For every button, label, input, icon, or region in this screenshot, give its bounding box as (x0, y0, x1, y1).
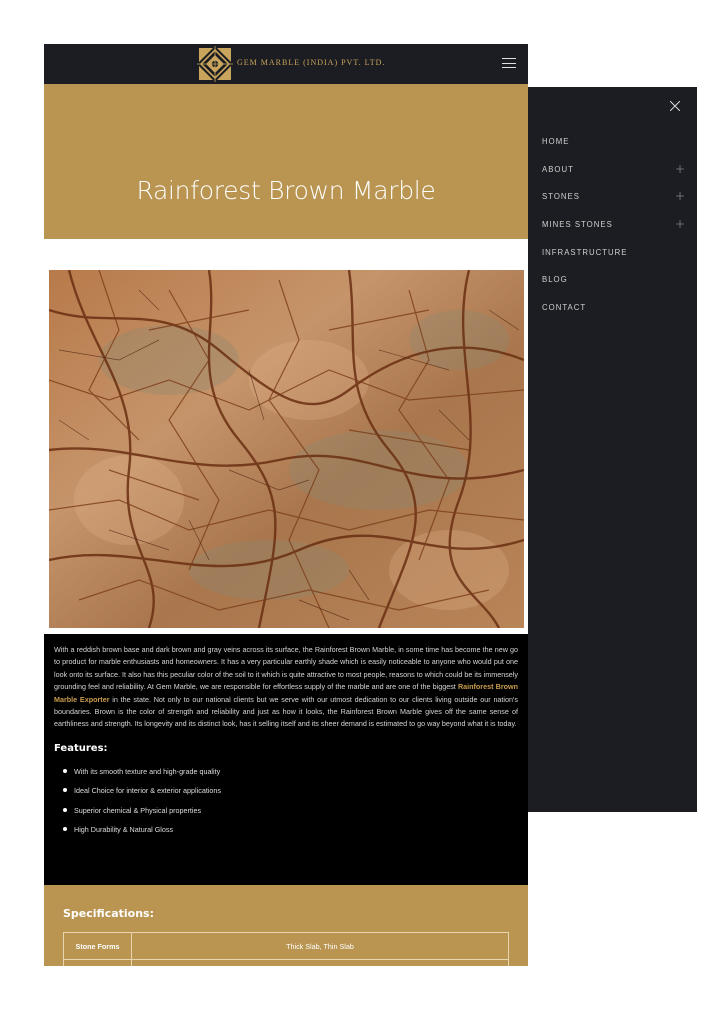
menu-item-label: HOME (542, 137, 570, 146)
menu-item-label: STONES (542, 192, 580, 201)
hamburger-icon[interactable] (502, 57, 516, 69)
menu-item-blog[interactable] (542, 275, 685, 289)
product-description-section (44, 634, 528, 885)
hero-banner (44, 84, 528, 239)
product-description (54, 644, 518, 731)
menu-item-stones[interactable] (542, 189, 685, 206)
main-page (44, 44, 528, 966)
menu-item-home[interactable] (542, 137, 685, 151)
features-heading: Features: (54, 742, 108, 754)
product-image (49, 270, 524, 628)
feature-item: Ideal Choice for interior & exterior applications (54, 786, 518, 806)
menu-item-label: CONTACT (542, 303, 587, 312)
marble-texture (49, 270, 524, 628)
site-header (44, 44, 528, 84)
menu-item-label: INFRASTRUCTURE (542, 248, 628, 257)
logo-icon[interactable] (197, 46, 233, 82)
expand-plus-icon[interactable]: + (674, 189, 685, 203)
menu-item-about[interactable] (542, 162, 685, 179)
description-text-2: in the state. Not only to our national clients but we serve with our utmost dedication to our clients living outside our nation's boundaries. Brown is the color of strength and reliability and just as how it looks, the Rainforest Brown Marble gives off the same sense of earthliness and strength. Its longevity and its distinct look, has it selling itself and its sheer demand is estimated to go way beyond what it is today. (54, 694, 518, 729)
expand-plus-icon[interactable]: + (674, 217, 685, 231)
spec-value (132, 960, 509, 967)
table-row (64, 933, 509, 960)
page-title: Rainforest Brown Marble (136, 176, 436, 205)
features-list (54, 767, 518, 845)
expand-plus-icon[interactable]: + (674, 162, 685, 176)
table-row (64, 960, 509, 967)
specifications-heading: Specifications: (63, 907, 155, 920)
feature-item: With its smooth texture and high-grade quality (54, 767, 518, 787)
close-icon[interactable] (670, 101, 680, 111)
spec-key: Stone Forms (64, 933, 132, 960)
menu-item-label: MINES STONES (542, 220, 613, 229)
feature-item: High Durability & Natural Gloss (54, 825, 518, 845)
brand-name[interactable]: GEM MARBLE (INDIA) PVT. LTD. (237, 58, 386, 67)
menu-item-label: ABOUT (542, 165, 574, 174)
description-text-1: With a reddish brown base and dark brown and gray veins across its surface, the Rainforest Brown Marble, in some time has become the new go to product for marble enthusiasts and homeowners. It has a very particular earthly shade which is easily noticeable to anyone who would put one look onto its surface. It also has this peculiar color of the soil to it which is quite attractive to most people, reasons to which could be its immensely grounding feel and reliability. At Gem Marble, we are responsible for effortless supply of the marble and are one of the biggest (54, 645, 518, 692)
specifications-section (44, 885, 528, 966)
spec-value: Thick Slab, Thin Slab (132, 933, 509, 960)
menu-item-contact[interactable] (542, 303, 685, 317)
specifications-table (63, 932, 509, 966)
exporter-link[interactable]: Rainforest Brown Marble Exporter (54, 682, 518, 704)
menu-item-label: BLOG (542, 275, 568, 284)
offcanvas-menu (528, 87, 697, 812)
spec-key (64, 960, 132, 967)
menu-item-mines-stones[interactable] (542, 217, 685, 234)
menu-item-infrastructure[interactable] (542, 248, 685, 262)
feature-item: Superior chemical & Physical properties (54, 806, 518, 826)
